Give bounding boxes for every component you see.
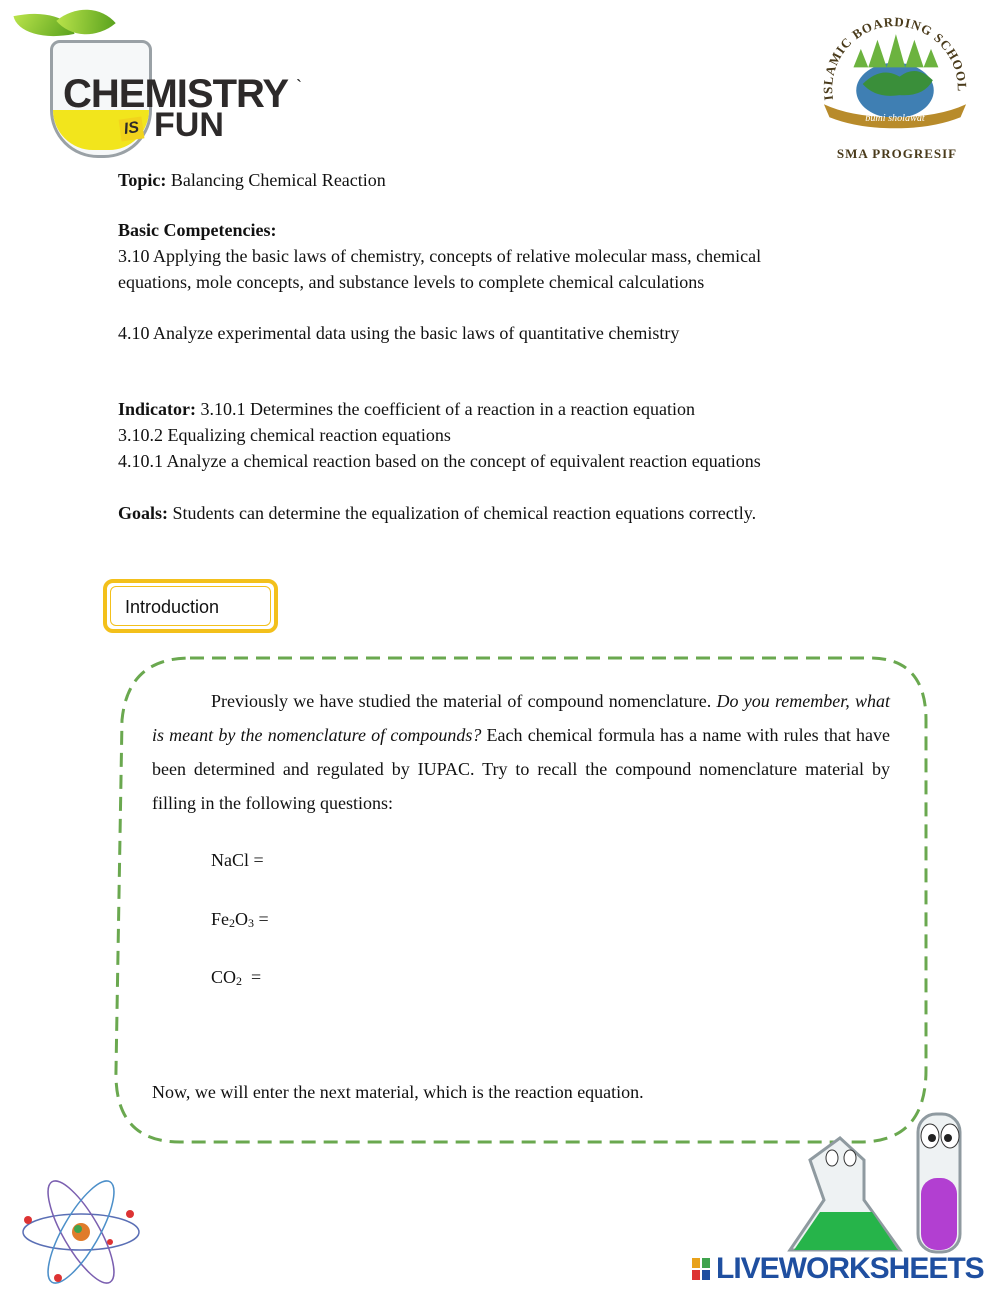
school-arc-text: ISLAMIC BOARDING SCHOOL [820,14,970,102]
competency-1-line-1: 3.10 Applying the basic laws of chemistry, concepts of relative molecular mass, chemical [118,246,762,266]
school-logo [810,12,980,162]
indicator-line-2: 3.10.2 Equalizing chemical reaction equations [118,425,451,445]
indicator-label: Indicator: [118,399,196,419]
competency-1-line-2: equations, mole concepts, and substance levels to complete chemical calculations [118,272,705,292]
school-name: SMA PROGRESIF [836,146,958,161]
liveworksheets-logo-icon [692,1258,710,1280]
logo-word-fun: FUN [154,106,224,144]
formula-nacl: NaCl = [211,850,264,870]
atom-icon [18,1180,144,1284]
logo-word-chemistry: CHEMISTRY [63,72,289,116]
fe2o3-sub-2: 3 [248,916,254,930]
competencies-heading-text: Basic Competencies: [118,220,277,240]
fe2o3-part-2: O [235,909,248,929]
intro-question: Do you remember, what is meant by the nomenclature of compounds? [152,691,890,745]
intro-text-start: Previously we have studied the material of compound nomenclature. [211,691,717,711]
goals-label: Goals: [118,503,169,523]
introduction-paragraph [152,684,890,820]
topic-value: Balancing Chemical Reaction [170,170,386,190]
indicator-line-3: 4.10.1 Analyze a chemical reaction based on the concept of equivalent reaction equations [118,451,761,471]
topic-label: Topic: [118,170,167,190]
formula-fe2o3 [211,909,269,931]
flask-mascots-icon [780,1100,990,1260]
competencies-heading [118,217,276,243]
introduction-label: Introduction [125,597,220,617]
school-script-text: bumi sholawat [865,112,925,124]
fe2o3-sub-1: 2 [229,916,235,930]
competency-2: 4.10 Analyze experimental data using the basic laws of quantitative chemistry [118,323,680,343]
goals-line [118,500,756,526]
co2-equals: = [242,967,262,987]
indicator-text-1: 3.10.1 Determines the coefficient of a reaction in a reaction equation [200,399,695,419]
logo-badge-is: IS [119,116,145,141]
closing-sentence: Now, we will enter the next material, which is the reaction equation. [152,1082,644,1102]
topic-line [118,167,386,193]
chemistry-is-fun-logo [8,0,308,160]
goals-value: Students can determine the equalization of chemical reaction equations correctly. [172,503,757,523]
indicator-line-1 [118,396,695,422]
fe2o3-equals: = [254,909,269,929]
fe2o3-part-1: Fe [211,909,229,929]
co2-sub-1: 2 [236,974,243,988]
co2-part-1: CO [211,967,237,987]
stray-backtick: ` [296,76,302,96]
liveworksheets-brand[interactable]: LIVEWORKSHEETS [716,1252,984,1285]
intro-text-end: Each chemical formula has a name with rules that have been determined and regulated by IUPAC. Try to recall the compound nomenclature material by filling in the following questions: [152,725,890,813]
introduction-tab [103,579,278,633]
formula-co2 [211,967,261,989]
